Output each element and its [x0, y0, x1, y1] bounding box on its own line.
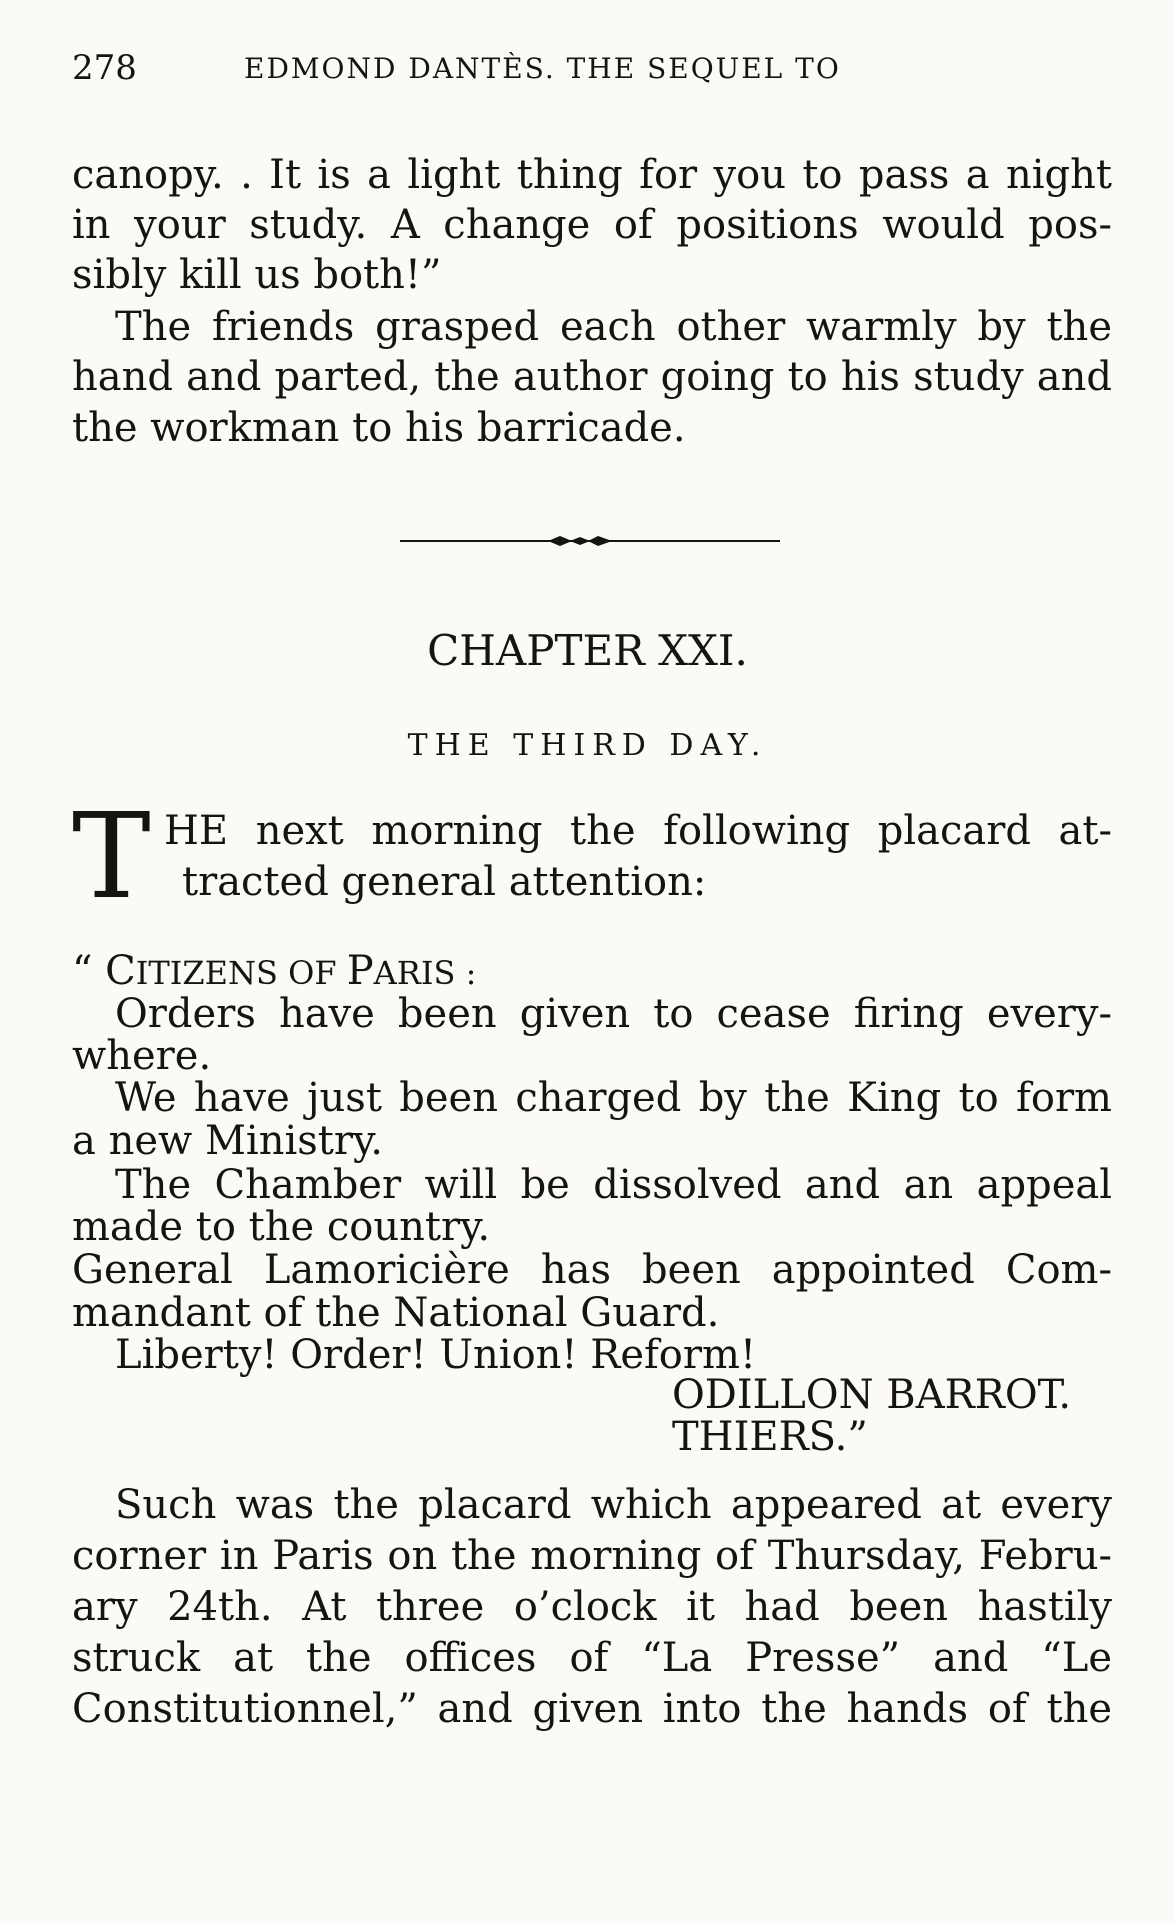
text-line: Constitutionnel,” and given into the hands of the	[72, 1686, 1112, 1732]
text-line: hand and parted, the author going to his study and	[72, 354, 1112, 400]
placard-line: Liberty! Order! Union! Reform!	[115, 1332, 757, 1378]
text-line: ary 24th. At three o’clock it had been hastily	[72, 1584, 1112, 1630]
placard-line: General Lamoricière has been appointed Com-	[72, 1247, 1112, 1293]
section-divider-ornament	[400, 534, 780, 548]
placard-line: Orders have been given to cease firing every-	[115, 991, 1112, 1037]
chapter-heading: CHAPTER XXI.	[427, 626, 748, 675]
placard-signature: ODILLON BARROT.	[672, 1372, 1072, 1418]
text-line: canopy. . It is a light thing for you to pass a night	[72, 152, 1112, 198]
running-title: EDMOND DANTÈS. THE SEQUEL TO	[244, 52, 841, 85]
text-line: struck at the offices of “La Presse” and “Le	[72, 1635, 1112, 1681]
text-line: tracted general attention:	[182, 859, 707, 905]
text-line: The friends grasped each other warmly by the	[115, 304, 1112, 350]
text-line: Such was the placard which appeared at every	[115, 1482, 1112, 1528]
page-number: 278	[72, 48, 137, 88]
placard-salutation: “ CITIZENS OF PARIS :	[72, 948, 477, 994]
text-line: the workman to his barricade.	[72, 405, 686, 451]
placard-line: a new Ministry.	[72, 1118, 383, 1164]
placard-line: We have just been charged by the King to form	[115, 1075, 1112, 1121]
text-line: corner in Paris on the morning of Thursday, Febru-	[72, 1533, 1112, 1579]
placard-line: made to the country.	[72, 1204, 491, 1250]
placard-line: mandant of the National Guard.	[72, 1290, 720, 1336]
text-line: in your study. A change of positions would pos-	[72, 202, 1112, 248]
placard-line: The Chamber will be dissolved and an appeal	[115, 1162, 1112, 1208]
placard-line: where.	[72, 1033, 212, 1079]
text-line: HE next morning the following placard at-	[164, 808, 1112, 854]
chapter-subtitle: THE THIRD DAY.	[407, 728, 768, 763]
placard-signature: THIERS.”	[672, 1414, 868, 1460]
drop-cap: T	[72, 787, 151, 925]
text-line: sibly kill us both!”	[72, 252, 442, 298]
